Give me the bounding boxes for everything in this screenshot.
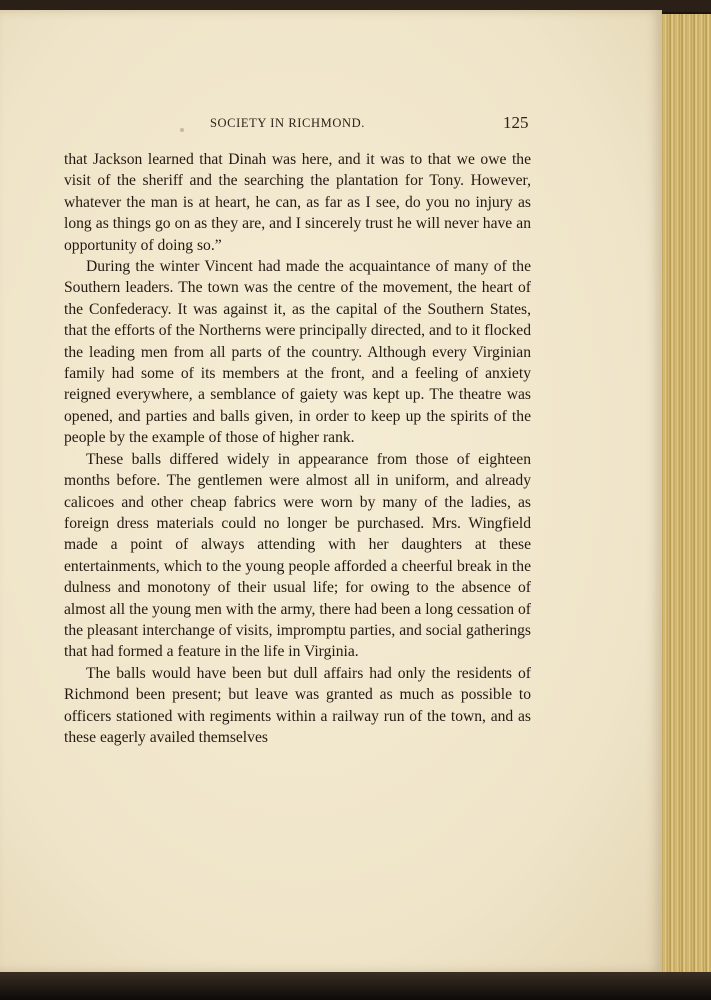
page-number: 125 <box>503 113 529 132</box>
paragraph-1: that Jackson learned that Dinah was here, and it was to that we owe the visit of the sheriff and the searching the plantation for Tony. However, whatever the man is at heart, he can, as far as I see, do you no injury as long as things go on as they are, and I sincerely trust he will never have an opportunity of doing so.” <box>64 151 531 254</box>
running-head <box>0 113 560 136</box>
scan-bottom-edge <box>0 972 711 1000</box>
paragraph-3: These balls differed widely in appearance from those of eighteen months before. The gentlemen were almost all in uniform, and already calicoes and other cheap fabrics were worn by many of the ladies, as foreign dress materials could no longer be purchased. Mrs. Wingfield made a point of always attending with her daughters at these entertainments, which to the young people afforded a cheerful break in the dulness and monotony of their usual life; for owing to the absence of almost all the young men with the army, there had been a long cessation of the pleasant interchange of visits, impromptu parties, and social gatherings that had formed a feature in the life in Virginia. <box>64 450 531 661</box>
running-title: SOCIETY IN RICHMOND. <box>210 116 365 130</box>
paragraph-2: During the winter Vincent had made the acquaintance of many of the Southern leaders. The town was the centre of the movement, the heart of the Confederacy. It was against it, as the capital of the Southern States, that the efforts of the Northerns were principally directed, and to it flocked the leading men from all parts of the country. Although every Virginian family had some of its members at the front, and a feeling of anxiety reigned everywhere, a semblance of gaiety was kept up. The theatre was opened, and parties and balls given, in order to keep up the spirits of the people by the example of those of higher rank. <box>64 258 531 447</box>
paragraph-4: The balls would have been but dull affairs had only the residents of Richmond been present; but leave was granted as much as possible to officers stationed with regiments within a railway run of the town, and as these eagerly availed themselves <box>64 664 531 746</box>
body-text <box>64 149 531 748</box>
